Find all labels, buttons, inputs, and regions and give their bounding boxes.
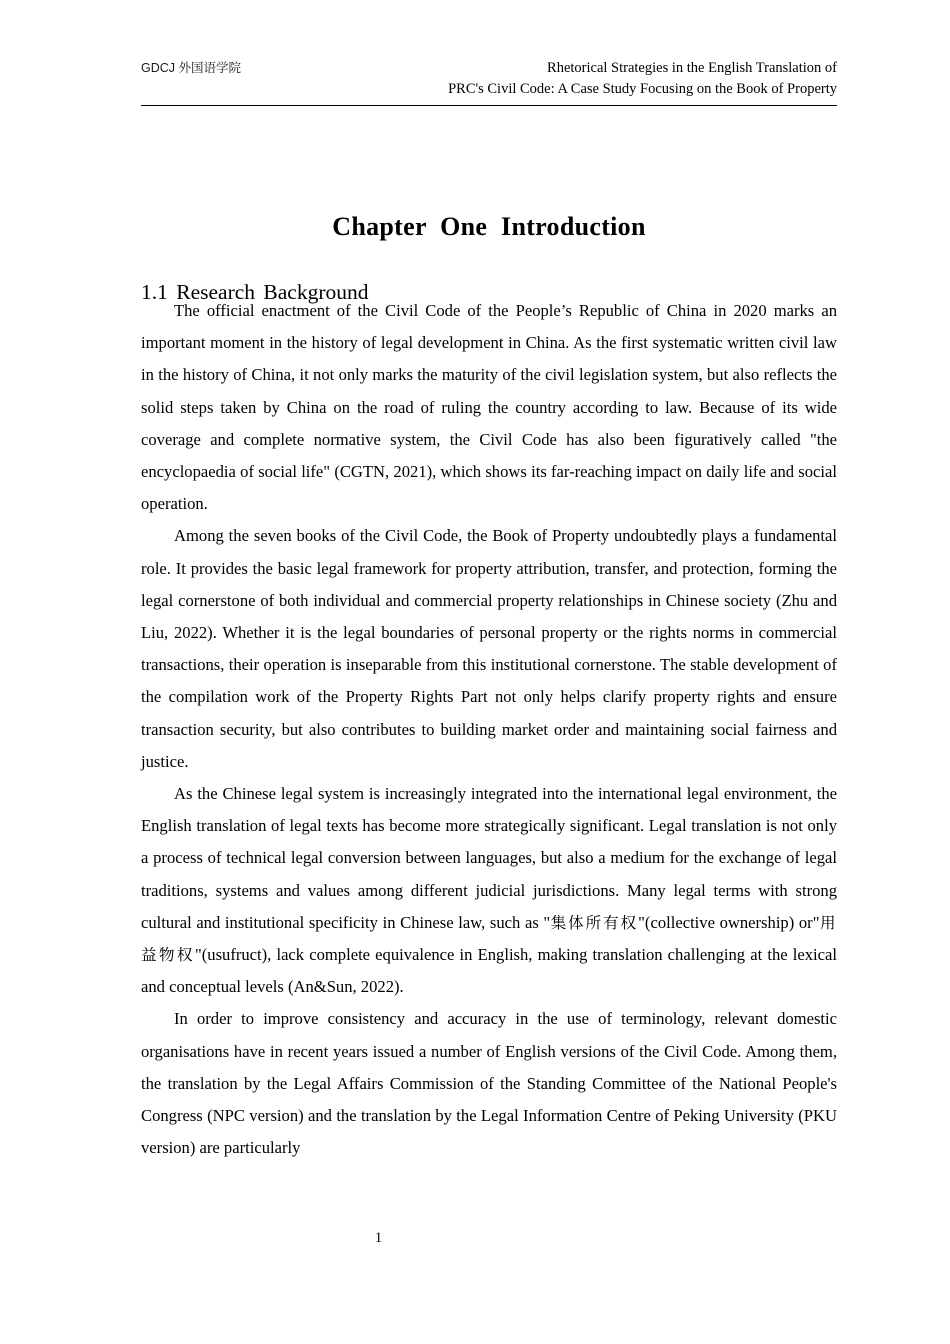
paragraph-1: The official enactment of the Civil Code of the People’s Republic of China in 2020 marks an important moment in the history of legal development in China. As the first systematic written civil law in the history of China, it not only marks the maturity of the civil legislation system, but also reflects the solid steps taken by China on the road of ruling the country according to law. Because of its wide coverage and complete normative system, the Civil Code has also been figuratively called "the encyclopaedia of social life" (CGTN, 2021), which shows its far-reaching impact on daily life and social operation. [141, 301, 837, 514]
header-title-line-1: Rhetorical Strategies in the English Translation of [547, 60, 837, 76]
header-divider-rule [141, 105, 837, 106]
paragraph-3-text-part-2: "(collective ownership) or" [638, 912, 820, 932]
paragraph-2: Among the seven books of the Civil Code, the Book of Property undoubtedly plays a fundamental role. It provides the basic legal framework for property attribution, transfer, and protection, forming the legal cornerstone of both individual and commercial property relationships in Chinese society (Zhu and Liu, 2022). Whether it is the legal boundaries of personal property or the rights norms in commercial transactions, their operation is inseparable from this institutional cornerstone. The stable development of the compilation work of the Property Rights Part not only helps clarify property rights and ensure transaction security, but also contributes to building market order and maintaining social fairness and justice. [141, 526, 837, 771]
header-thesis-title [448, 58, 837, 100]
paragraph-3-text-part-1: As the Chinese legal system is increasingly integrated into the international legal environment, the English translation of legal texts has become more strategically significant. Legal translation is not only a process of technical legal conversion between languages, but also a medium for the exchange of legal traditions, systems and values among different judicial jurisdictions. Many legal terms with strong cultural and institutional specificity in Chinese law, such as " [141, 784, 837, 932]
paragraph-3 [141, 778, 837, 1003]
page-number: 1 [374, 1230, 383, 1246]
chapter-title: Chapter One Introduction [332, 212, 646, 242]
paragraph-3-text-part-3: "(usufruct), lack complete equivalence in English, making translation challenging at the lexical and conceptual levels (An&Sun, 2022). [141, 945, 837, 997]
header-institution-label: GDCJ 外国语学院 [141, 61, 242, 75]
page-header-row [141, 58, 837, 100]
chinese-term-usufruct: 用益物权 [141, 913, 837, 965]
section-heading-research-background: 1.1 Research Background [141, 279, 369, 304]
body-content [141, 295, 837, 1164]
chinese-term-collective-ownership: 集体所有权 [550, 913, 639, 932]
page-header [141, 58, 837, 100]
paragraph-4: In order to improve consistency and accuracy in the use of terminology, relevant domestic organisations have in recent years issued a number of English versions of the Civil Code. Among them, the translation by the Legal Affairs Commission of the Standing Committee of the National People's Congress (NPC version) and the translation by the Legal Information Centre of Peking University (PKU version) are particularly [141, 1009, 837, 1158]
header-title-line-2: PRC's Civil Code: A Case Study Focusing on the Book of Property [448, 81, 837, 97]
